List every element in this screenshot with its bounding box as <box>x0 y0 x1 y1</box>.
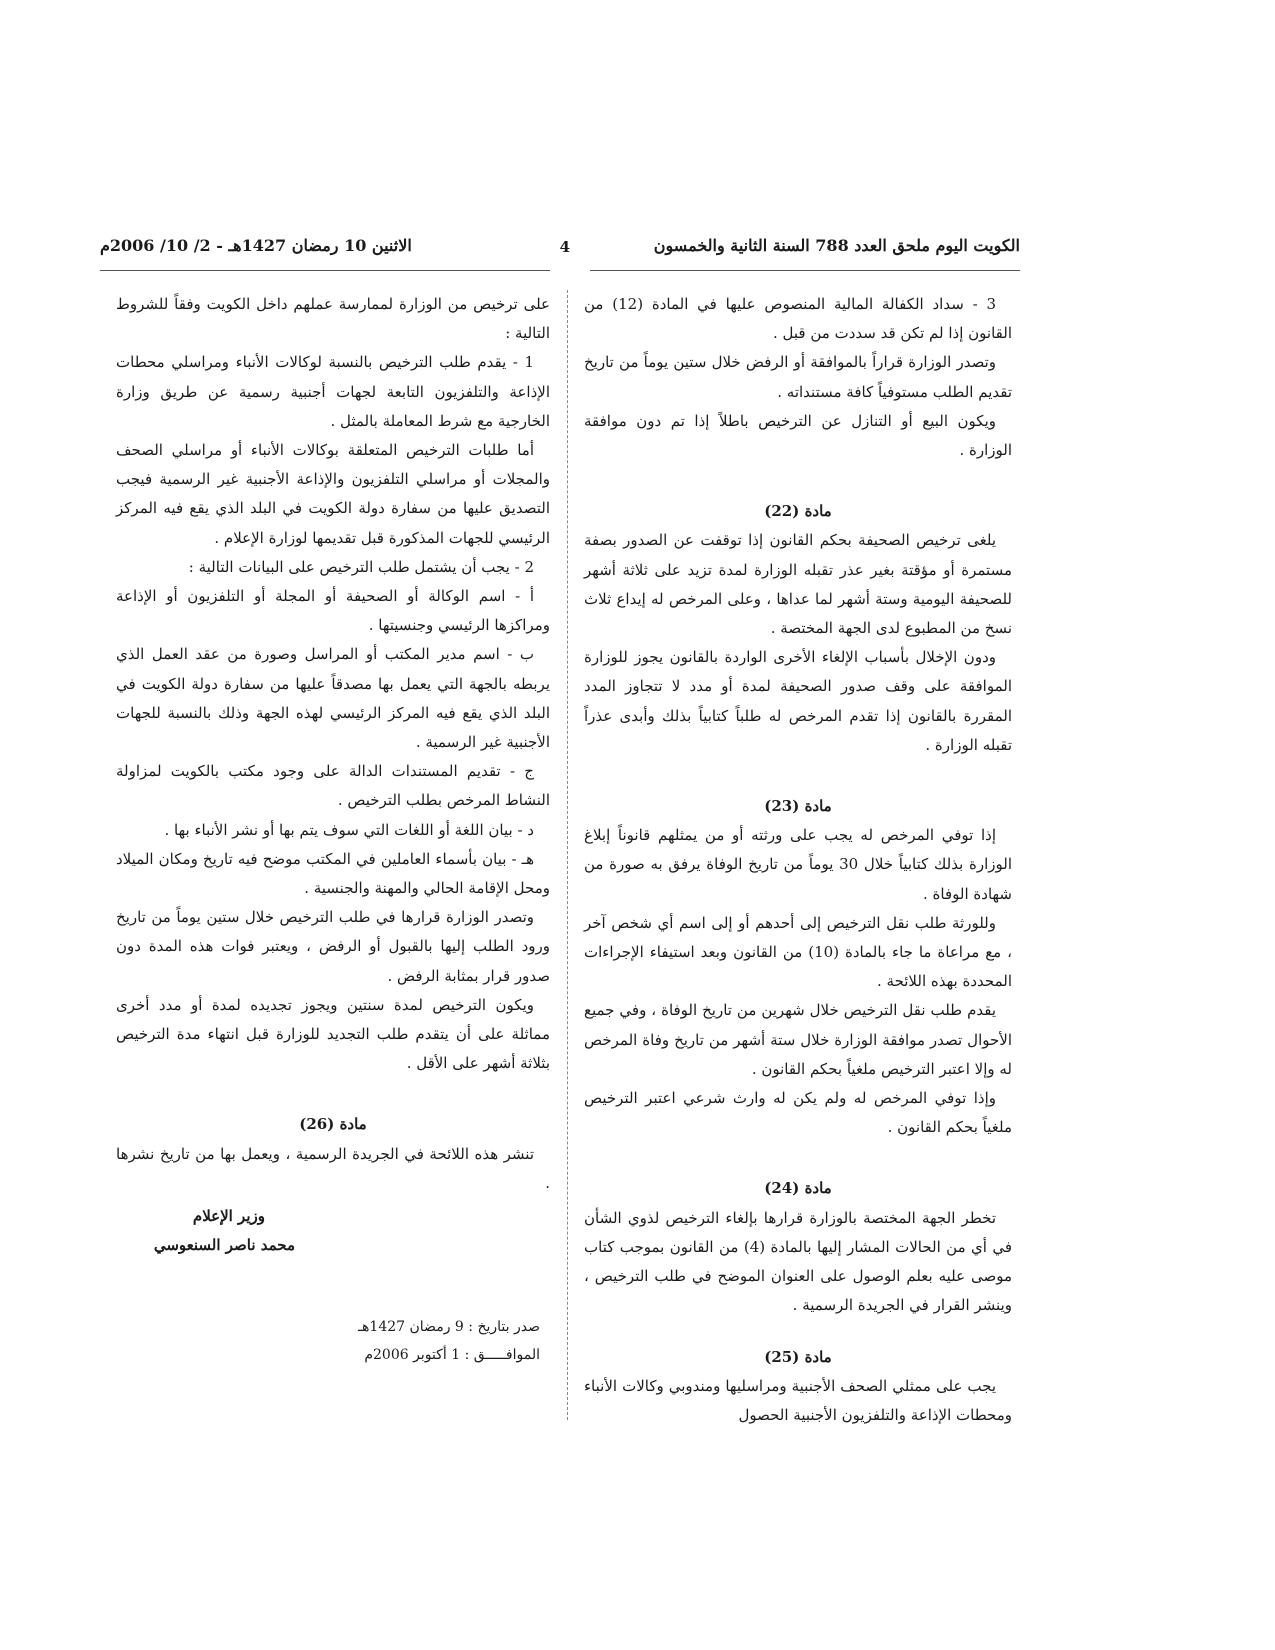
article-24-heading: مادة (24) <box>764 1179 832 1198</box>
paragraph: ودون الإخلال بأسباب الإلغاء الأخرى الواردة بالقانون يجوز للوزارة الموافقة على وقف صدور الصحيفة لمدة أو مدد لا تتجاوز المدد المقررة بالقانون إذا تقدم المرخص له طلباً كتابياً بذلك وأبدى عذراً تقبله الوزارة . <box>584 648 1012 754</box>
paragraph: أما طلبات الترخيص المتعلقة بوكالات الأنباء أو مراسلي الصحف والمجلات أو مراسلي التلفزيون والإذاعة الأجنبية غير الرسمية فيجب التصديق عليها من سفارة دولة الكويت في البلد الذي يقع فيه المركز الرئيسي للجهات المذكورة قبل تقديمها لوزارة الإعلام . <box>116 441 550 547</box>
article-23-heading: مادة (23) <box>764 797 832 816</box>
issue-date-hijri: صدر بتاريخ : 9 رمضان 1427هـ <box>357 1319 540 1335</box>
paragraph: ب - اسم مدير المكتب أو المراسل وصورة من عقد العمل الذي يربطه بالجهة التي يعمل بها مصدقاً عليها من سفارة دولة الكويت في البلد الذي يقع فيه المركز الرئيسي لهذه الجهة وذلك بالنسبة للجهات الأجنبية غير الرسمية . <box>116 645 550 752</box>
paragraph: د - بيان اللغة أو اللغات التي سوف يتم بها أو نشر الأنباء بها . <box>164 820 534 839</box>
paragraph: 2 - يجب أن يشتمل طلب الترخيص على البيانات التالية : <box>188 557 534 576</box>
header-rule-right <box>590 270 1020 271</box>
paragraph: ج - تقديم المستندات الدالة على وجود مكتب بالكويت لمزاولة النشاط المرخص بطلب الترخيص . <box>116 762 550 810</box>
header-date: الاثنين 10 رمضان 1427هـ - 2/ 10/ 2006م <box>100 236 412 255</box>
minister-name: محمد ناصر السنعوسي <box>153 1236 295 1254</box>
paragraph: يجب على ممثلي الصحف الأجنبية ومراسليها ومندوبي وكالات الأنباء ومحطات الإذاعة والتلفزيون الأجنبية الحصول <box>584 1376 1012 1424</box>
paragraph: وتصدر الوزارة قرارها في طلب الترخيص خلال ستين يوماً من تاريخ ورود الطلب إليها بالقبول أو الرفض ، ويعتبر فوات هذه المدة دون صدور قرار بمثابة الرفض . <box>116 908 550 985</box>
minister-title: وزير الإعلام <box>192 1207 265 1225</box>
paragraph: وللورثة طلب نقل الترخيص إلى أحدهم أو إلى اسم أي شخص آخر ، مع مراعاة ما جاء بالمادة (10) من القانون وبعد استيفاء الإجراءات المحددة بهذه اللائحة . <box>584 913 1012 991</box>
right-column <box>584 290 1012 1430</box>
paragraph: ويكون الترخيص لمدة سنتين ويجوز تجديده لمدة أو مدد أخرى مماثلة على أن يتقدم طلب التجديد للوزارة قبل انتهاء مدة الترخيص بثلاثة أشهر على الأقل . <box>116 995 550 1073</box>
paragraph: أ - اسم الوكالة أو الصحيفة أو المجلة أو التلفزيون أو الإذاعة ومراكزها الرئيسي وجنسيتها . <box>116 587 550 635</box>
paragraph: ويكون البيع أو التنازل عن الترخيص باطلاً إذا تم دون موافقة الوزارة . <box>584 411 1012 460</box>
paragraph: وإذا توفي المرخص له ولم يكن له وارث شرعي اعتبر الترخيص ملغياً بحكم القانون . <box>584 1089 1012 1137</box>
column-divider <box>567 290 568 1420</box>
paragraph: وتصدر الوزارة قراراً بالموافقة أو الرفض خلال ستين يوماً من تاريخ تقديم الطلب مستوفياً كافة مستنداته . <box>584 353 1012 401</box>
paragraph: يلغى ترخيص الصحيفة بحكم القانون إذا توقفت عن الصدور بصفة مستمرة أو مؤقتة بغير عذر تقبله الوزارة لمدة تزيد على ثلاثة أشهر للصحيفة اليومية وستة أشهر لما عداها ، وعلى المرخص له إيداع ثلاث نسخ من المطبوع لدى الجهة المختصة . <box>584 531 1012 638</box>
paragraph: تخطر الجهة المختصة بالوزارة قرارها بإلغاء الترخيص لذوي الشأن في أي من الحالات المشار إليها بالمادة (4) من القانون بموجب كتاب موصى عليه بعلم الوصول على العنوان الموضح في طلب الترخيص ، وينشر القرار في الجريدة الرسمية . <box>584 1208 1012 1315</box>
article-22-heading: مادة (22) <box>764 502 832 521</box>
paragraph: تنشر هذه اللائحة في الجريدة الرسمية ، ويعمل بها من تاريخ نشرها . <box>116 1144 550 1192</box>
page-header <box>100 232 1020 266</box>
paragraph: 1 - يقدم طلب الترخيص بالنسبة لوكالات الأنباء ومراسلي محطات الإذاعة والتلفزيون التابعة لجهات أجنبية رسمية عن طريق وزارة الخارجية مع شرط المعاملة بالمثل . <box>116 353 550 430</box>
page-number: 4 <box>559 238 570 256</box>
issue-date-gregorian: الموافـــــق : 1 أكتوبر 2006م <box>364 1347 540 1363</box>
paragraph: يقدم طلب نقل الترخيص خلال شهرين من تاريخ الوفاة ، وفي جميع الأحوال تصدر موافقة الوزارة خلال ستة أشهر من تاريخ وفاة المرخص له وإلا اعتبر الترخيص ملغياً بحكم القانون . <box>584 1001 1012 1078</box>
paragraph: هـ - بيان بأسماء العاملين في المكتب موضح فيه تاريخ ومكان الميلاد ومحل الإقامة الحالي والمهنة والجنسية . <box>116 849 550 898</box>
article-25-heading: مادة (25) <box>764 1347 832 1366</box>
paragraph: 3 - سداد الكفالة المالية المنصوص عليها في المادة (12) من القانون إذا لم تكن قد سددت من قبل . <box>584 295 1012 343</box>
article-26-heading: مادة (26) <box>299 1115 367 1134</box>
header-rule-left <box>100 270 550 271</box>
paragraph: على ترخيص من الوزارة لممارسة عملهم داخل الكويت وفقاً للشروط التالية : <box>116 295 550 343</box>
gazette-title: الكويت اليوم ملحق العدد 788 السنة الثانية والخمسون <box>653 236 1020 255</box>
paragraph: إذا توفي المرخص له يجب على ورثته أو من يمثلهم قانوناً إبلاغ الوزارة بذلك كتابياً خلال 30 يوماً من تاريخ الوفاة يرفق به صورة من شهادة الوفاة . <box>584 826 1012 903</box>
issue-date-block <box>358 1313 540 1369</box>
left-column <box>116 290 550 1198</box>
